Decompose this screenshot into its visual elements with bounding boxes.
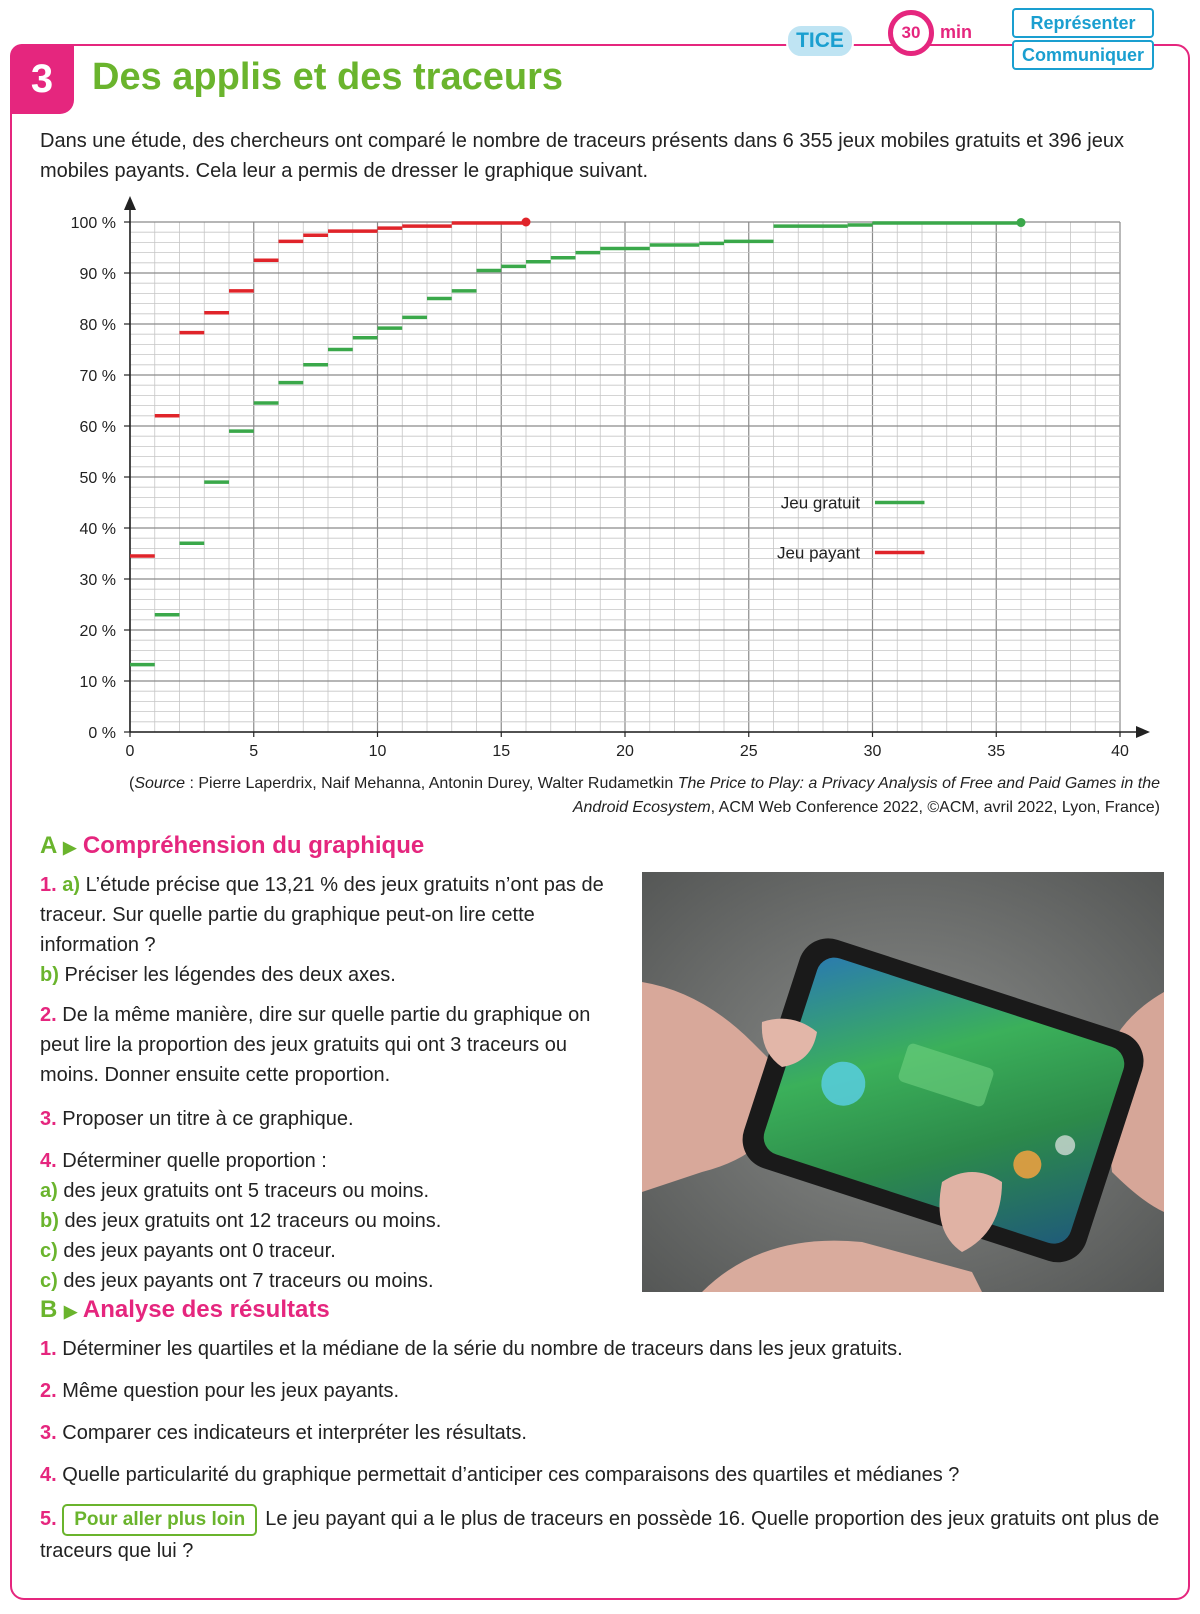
- pour-aller-plus-loin-badge: Pour aller plus loin: [62, 1504, 257, 1536]
- section-a-heading: A ▶ Compréhension du graphique: [40, 832, 425, 859]
- competence-badge: Communiquer: [1012, 40, 1154, 70]
- y-tick-label: 60 %: [79, 419, 116, 436]
- y-tick-label: 40 %: [79, 521, 116, 538]
- question-b2: 2. Même question pour les jeux payants.: [40, 1380, 400, 1402]
- y-tick-label: 10 %: [79, 674, 116, 691]
- y-tick-label: 80 %: [79, 317, 116, 334]
- y-tick-label: 70 %: [79, 368, 116, 385]
- competence-badge: Représenter: [1012, 8, 1154, 38]
- intro-text: Dans une étude, des chercheurs ont comparé le nombre de traceurs présents dans 6 355 jeux mobiles gratuits et 396 jeux mobiles payants. Cela leur a permis de dresser le graphique suivant.: [40, 130, 1124, 182]
- x-axis-arrow: [1136, 726, 1150, 738]
- x-tick-label: 20: [616, 743, 634, 760]
- timer-icon: [888, 10, 934, 56]
- question-b5: 5. Pour aller plus loin Le jeu payant qui a le plus de traceurs en possède 16. Quelle proportion des jeux gratuits ont plus de traceurs que lui ?: [40, 1504, 1160, 1566]
- x-tick-label: 40: [1111, 743, 1129, 760]
- tice-badge: TICE: [786, 24, 854, 58]
- timer-unit: min: [940, 22, 973, 42]
- x-tick-label: 10: [368, 743, 387, 760]
- y-tick-label: 90 %: [79, 266, 116, 283]
- chart-series: [130, 218, 1026, 665]
- source-citation: (Source : Pierre Laperdrix, Naif Mehanna, Antonin Durey, Walter Rudametkin The Price to Play: a Privacy Analysis of Free and Paid Games in the Android Ecosystem, ACM Web Conference 2022, ©ACM, avril 2022, Lyon, France): [129, 775, 1160, 816]
- y-axis-arrow: [124, 196, 136, 210]
- question-a1: 1. a) L’étude précise que 13,21 % des jeux gratuits n’ont pas de traceur. Sur quelle partie du graphique peut-on lire cette information ? b) Préciser les légendes des deux axes.: [40, 874, 604, 986]
- x-tick-label: 0: [125, 743, 135, 760]
- exercise-title: Des applis et des traceurs: [92, 56, 563, 98]
- y-tick-label: 30 %: [79, 572, 116, 589]
- x-tick-label: 35: [987, 743, 1006, 760]
- photo-phone-game: [642, 872, 1164, 1292]
- exercise-number: 3: [10, 44, 74, 114]
- question-a2: 2. De la même manière, dire sur quelle partie du graphique on peut lire la proportion des jeux gratuits qui ont 3 traceurs ou moins. Donner ensuite cette proportion.: [40, 1004, 591, 1086]
- legend-label: Jeu gratuit: [780, 493, 861, 513]
- y-tick-label: 50 %: [79, 470, 116, 487]
- series-endpoint: [522, 218, 531, 227]
- chart: [0, 190, 1200, 770]
- series-endpoint: [1017, 218, 1026, 227]
- x-tick-label: 25: [739, 743, 758, 760]
- x-tick-label: 5: [249, 743, 259, 760]
- y-tick-label: 100 %: [70, 215, 116, 232]
- question-a4: 4. Déterminer quelle proportion : a) des jeux gratuits ont 5 traceurs ou moins. b) des jeux gratuits ont 12 traceurs ou moins. c) des jeux payants ont 0 traceur. c) des jeux payants ont 7 traceurs ou moins.: [40, 1150, 442, 1292]
- question-b3: 3. Comparer ces indicateurs et interpréter les résultats.: [40, 1422, 527, 1444]
- x-tick-label: 15: [492, 743, 511, 760]
- question-b4: 4. Quelle particularité du graphique permettait d’anticiper ces comparaisons des quartiles et médianes ?: [40, 1464, 960, 1486]
- y-tick-label: 0 %: [88, 725, 116, 742]
- section-b-heading: B ▶ Analyse des résultats: [40, 1296, 330, 1323]
- y-tick-label: 20 %: [79, 623, 116, 640]
- legend-label: Jeu payant: [776, 543, 861, 563]
- question-a3: 3. Proposer un titre à ce graphique.: [40, 1108, 354, 1130]
- question-b1: 1. Déterminer les quartiles et la médiane de la série du nombre de traceurs dans les jeux gratuits.: [40, 1338, 903, 1360]
- x-tick-label: 30: [863, 743, 882, 760]
- timer-value: 30: [901, 23, 921, 42]
- chart-grid: [130, 222, 1120, 732]
